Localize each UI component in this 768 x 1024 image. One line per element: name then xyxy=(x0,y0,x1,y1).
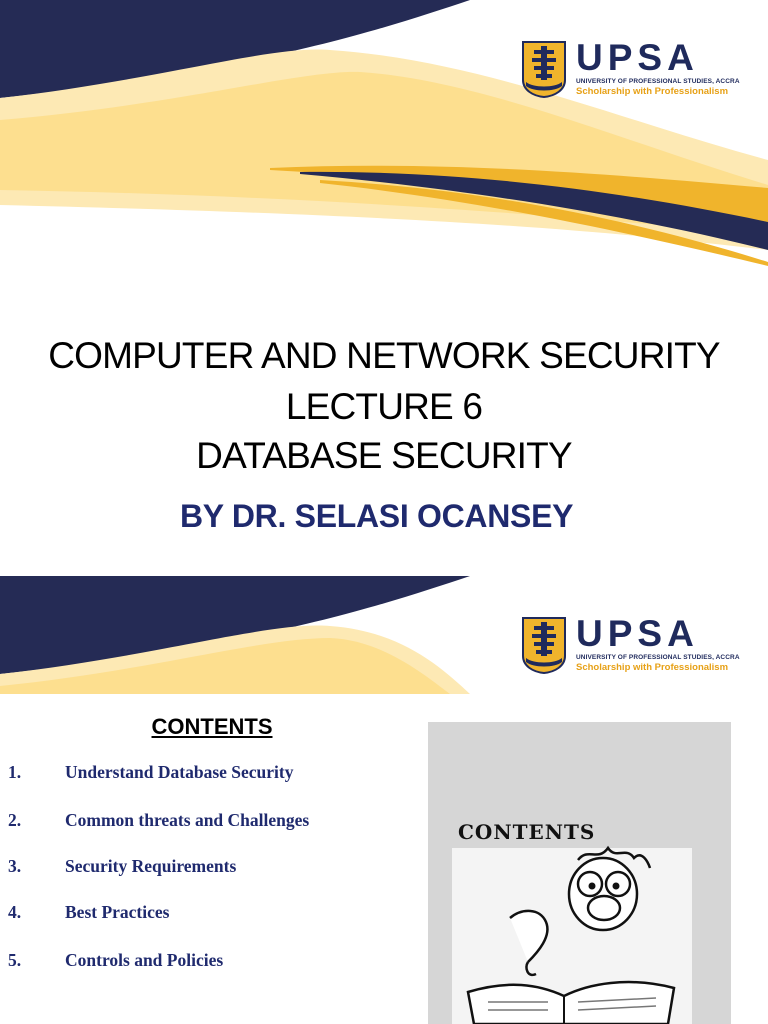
logo-wordmark: UPSA xyxy=(576,613,699,654)
logo-wordmark: UPSA xyxy=(576,37,699,78)
upsa-logo xyxy=(521,37,740,98)
list-item-number: 1. xyxy=(8,762,22,782)
list-item-number: 4. xyxy=(8,902,22,922)
contents-heading: CONTENTS xyxy=(151,714,273,739)
list-item-number: 2. xyxy=(8,810,22,830)
picture-caption: CONTENTS xyxy=(458,820,596,844)
logo-university-name: UNIVERSITY OF PROFESSIONAL STUDIES, ACCRA xyxy=(576,78,740,85)
list-item-label: Security Requirements xyxy=(65,856,237,876)
upsa-crest-icon xyxy=(521,40,567,98)
logo-university-name: UNIVERSITY OF PROFESSIONAL STUDIES, ACCRA xyxy=(576,654,740,661)
list-item xyxy=(8,810,309,831)
title-line-2: LECTURE 6 xyxy=(285,386,483,427)
title-line-3: DATABASE SECURITY xyxy=(196,435,572,476)
contents-slide xyxy=(0,576,768,1024)
list-item-label: Common threats and Challenges xyxy=(65,810,310,830)
list-item xyxy=(8,902,169,923)
list-item-label: Best Practices xyxy=(65,902,170,922)
cartoon-illustration xyxy=(428,722,731,1024)
logo-tagline: Scholarship with Professionalism xyxy=(576,86,729,97)
list-item-number: 5. xyxy=(8,950,22,970)
list-item-number: 3. xyxy=(8,856,22,876)
list-item xyxy=(8,762,293,783)
cartoon-reader-icon xyxy=(428,722,731,1024)
list-item xyxy=(8,950,223,971)
title-line-1: COMPUTER AND NETWORK SECURITY xyxy=(48,335,720,376)
list-item-label: Understand Database Security xyxy=(65,762,294,782)
logo-tagline: Scholarship with Professionalism xyxy=(576,662,729,673)
upsa-crest-icon xyxy=(521,616,567,674)
upsa-logo xyxy=(521,613,740,674)
list-item xyxy=(8,856,236,877)
list-item-label: Controls and Policies xyxy=(65,950,224,970)
author-byline: BY DR. SELASI OCANSEY xyxy=(180,498,574,534)
